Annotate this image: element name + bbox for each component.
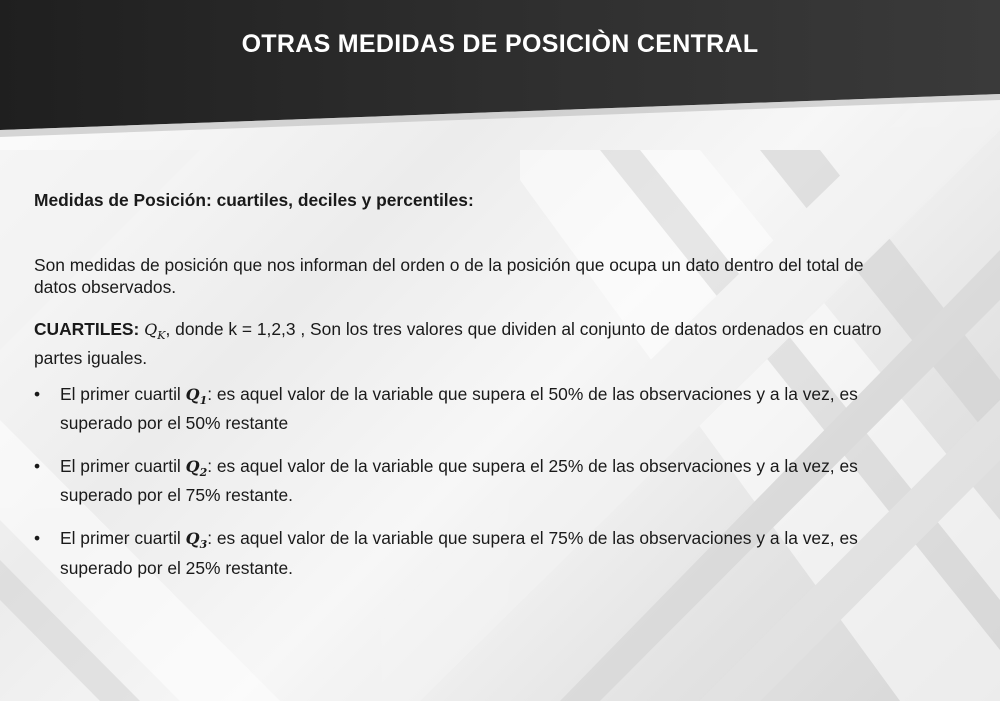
cuartiles-definition — [34, 318, 884, 369]
list-item: • El primer cuartil $Q_1$: es aquel valor de la variable que supera el 50% de las observaciones y a la vez, es superado por el 50% restante — [34, 383, 884, 434]
cuartiles-text: , donde k = 1,2,3 , Son los tres valores que dividen al conjunto de datos ordenados en cuatro partes iguales. — [34, 319, 882, 369]
page-title: OTRAS MEDIDAS DE POSICIÒN CENTRAL — [241, 30, 759, 58]
quartile-symbol: $Q_3$ — [185, 529, 208, 552]
section-subtitle: Medidas de Posición: cuartiles, deciles y percentiles: — [34, 190, 474, 210]
list-item: • El primer cuartil $Q_2$: es aquel valor de la variable que supera el 25% de las observaciones y a la vez, es superado por el 75% restante. — [34, 455, 884, 506]
quartile-list — [34, 383, 884, 600]
quartile-symbol: $Q_1$ — [185, 385, 208, 408]
quartile-symbol: $Q_2$ — [185, 457, 208, 480]
cuartiles-label: CUARTILES: — [34, 319, 140, 339]
list-item: • El primer cuartil $Q_3$: es aquel valor de la variable que supera el 75% de las observaciones y a la vez, es superado por el 25% restante. — [34, 527, 884, 578]
quartile-symbol: $Q_K$ — [144, 320, 166, 343]
intro-paragraph: Son medidas de posición que nos informan del orden o de la posición que ocupa un dato dentro del total de datos observados. — [34, 255, 864, 297]
header-banner — [0, 0, 1000, 150]
